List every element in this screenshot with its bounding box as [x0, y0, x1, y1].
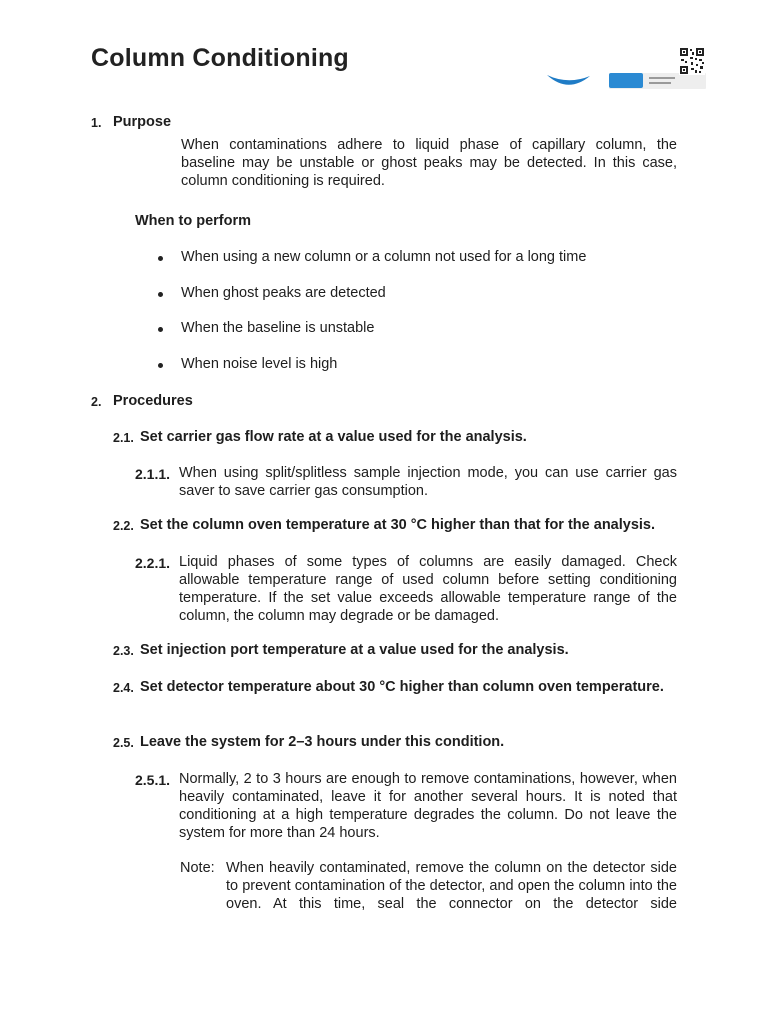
note-label: Note: [180, 860, 215, 876]
section-heading-procedures: Procedures [113, 393, 193, 409]
section-number: 2. [91, 395, 102, 409]
step-heading: Set carrier gas flow rate at a value used for the analysis. [140, 429, 527, 445]
list-item: When using a new column or a column not used for a long time [181, 249, 587, 265]
substep-number: 2.2.1. [135, 555, 171, 571]
step-number: 2.5. [113, 736, 134, 750]
substep-paragraph: Liquid phases of some types of columns are easily damaged. Check allowable temperature range of used column before setting conditioning temperature. If the set value exceeds allowable temperature range of the column, the column may degrade or be damaged. [179, 554, 677, 624]
bullet-dot [158, 256, 163, 261]
note-paragraph: When heavily contaminated, remove the column on the detector side to prevent contamination of the detector, and open the column into the oven. At this time, seal the connector on the detector side [226, 860, 677, 912]
bullet-dot [158, 292, 163, 297]
step-number: 2.2. [113, 519, 134, 533]
step-heading: Set the column oven temperature at 30 °C higher than that for the analysis. [140, 517, 656, 533]
substep-number: 2.5.1. [135, 772, 171, 788]
section-number: 1. [91, 116, 102, 130]
brand-logo [540, 44, 710, 92]
list-item: When noise level is high [181, 356, 338, 372]
step-number: 2.3. [113, 644, 134, 658]
step-heading: Leave the system for 2–3 hours under this condition. [140, 734, 505, 750]
step-number: 2.4. [113, 681, 134, 695]
step-heading: Set injection port temperature at a value used for the analysis. [140, 642, 569, 658]
brand-badge-icon [609, 73, 643, 88]
substep-paragraph: Normally, 2 to 3 hours are enough to remove contaminations, however, when heavily contaminated, leave it for another several hours. It is noted that conditioning at a high temperature degrades the column. Do not leave the system for more than 24 hours. [179, 771, 677, 841]
substep-paragraph: When using split/splitless sample injection mode, you can use carrier gas saver to save carrier gas consumption. [179, 465, 677, 499]
section-heading-purpose: Purpose [113, 114, 172, 130]
qr-code-icon [679, 47, 705, 75]
list-item: When ghost peaks are detected [181, 285, 386, 301]
step-number: 2.1. [113, 431, 134, 445]
substep-number: 2.1.1. [135, 466, 171, 482]
purpose-paragraph: When contaminations adhere to liquid phase of capillary column, the baseline may be unstable or ghost peaks may be detected. In this case, column conditioning is required. [181, 137, 677, 189]
step-heading: Set detector temperature about 30 °C higher than column oven temperature. [140, 679, 664, 695]
swoosh-logo-icon [546, 72, 592, 88]
brand-plate [609, 73, 706, 89]
list-item: When the baseline is unstable [181, 320, 375, 336]
when-to-perform-heading: When to perform [135, 213, 251, 229]
page-title: Column Conditioning [91, 44, 349, 72]
bullet-dot [158, 363, 163, 368]
bullet-dot [158, 327, 163, 332]
